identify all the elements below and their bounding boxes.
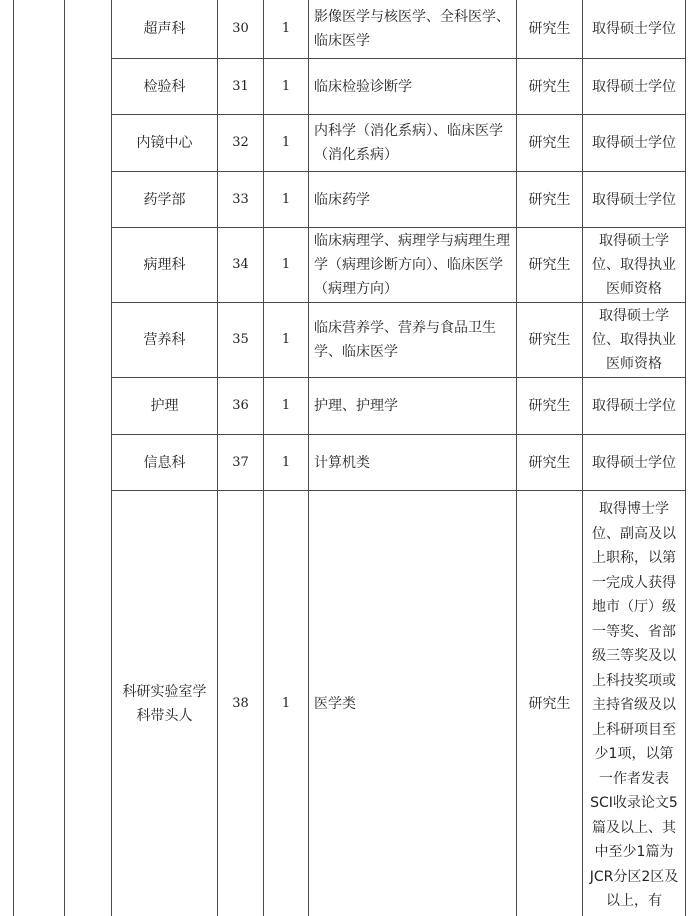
headcount-cell: 1	[281, 695, 291, 711]
grid-line	[13, 0, 14, 916]
grid-line	[64, 0, 65, 916]
headcount-cell: 1	[281, 135, 291, 150]
position-code-cell: 38	[232, 695, 249, 711]
headcount-cell: 1	[281, 332, 291, 347]
education-cell: 研究生	[528, 398, 571, 414]
major-cell: 临床营养学、营养与食品卫生学、临床医学	[314, 320, 496, 360]
requirement-cell: 取得硕士学位	[592, 398, 676, 414]
major-cell: 内科学（消化系病）、临床医学（消化系病）	[314, 123, 503, 163]
position-code-cell: 31	[232, 78, 249, 94]
education-cell: 研究生	[528, 135, 571, 151]
dept-cell: 药学部	[143, 191, 186, 208]
education-cell: 研究生	[528, 332, 571, 348]
headcount-cell: 1	[281, 398, 291, 413]
education-cell: 研究生	[528, 695, 571, 712]
dept-cell: 护理	[150, 398, 179, 414]
dept-cell: 超声科	[143, 21, 186, 37]
dept-cell: 科研实验室学科带头人	[122, 683, 207, 724]
requirement-cell: 取得硕士学位	[592, 78, 676, 95]
headcount-cell: 1	[281, 78, 291, 94]
major-cell: 计算机类	[314, 454, 370, 471]
dept-cell: 检验科	[143, 78, 186, 95]
position-code-cell: 35	[232, 332, 249, 347]
major-cell: 医学类	[314, 695, 356, 712]
position-code-cell: 36	[232, 398, 249, 413]
dept-cell: 营养科	[143, 332, 186, 348]
dept-cell: 病理科	[143, 257, 186, 273]
requirement-cell: 取得硕士学位	[592, 191, 676, 208]
position-code-cell: 34	[232, 257, 249, 272]
dept-cell: 信息科	[143, 454, 186, 471]
position-code-cell: 37	[232, 454, 249, 470]
position-code-cell: 33	[232, 191, 249, 207]
education-cell: 研究生	[528, 191, 571, 208]
major-cell: 影像医学与核医学、全科医学、临床医学	[314, 9, 510, 49]
requirement-cell: 取得博士学位、副高及以上职称，以第一完成人获得地市（厅）级一等奖、省部级三等奖及以上科技奖项或主持省级及以上科研项目至少1项，以第一作者发表SCI收录论文5篇及以上、其中至少1篇为JCR分区2区及以上，有	[589, 501, 679, 909]
headcount-cell: 1	[281, 454, 291, 470]
headcount-cell: 1	[281, 21, 291, 36]
headcount-cell: 1	[281, 191, 291, 207]
requirement-cell: 取得硕士学位	[592, 135, 676, 151]
education-cell: 研究生	[528, 21, 571, 37]
major-cell: 临床检验诊断学	[314, 78, 412, 95]
requirement-cell: 取得硕士学位	[592, 454, 676, 471]
requirement-cell: 取得硕士学位	[592, 21, 676, 37]
requirement-cell: 取得硕士学位、取得执业医师资格	[592, 308, 676, 372]
major-cell: 临床病理学、病理学与病理生理学（病理诊断方向）、临床医学（病理方向）	[314, 233, 510, 297]
headcount-cell: 1	[281, 257, 291, 272]
education-cell: 研究生	[528, 78, 571, 95]
grid-line	[685, 0, 686, 916]
education-cell: 研究生	[528, 257, 571, 273]
position-code-cell: 30	[232, 21, 249, 36]
education-cell: 研究生	[528, 454, 571, 471]
position-code-cell: 32	[232, 135, 249, 150]
major-cell: 临床药学	[314, 191, 370, 208]
requirement-cell: 取得硕士学位、取得执业医师资格	[592, 233, 676, 297]
dept-cell: 内镜中心	[136, 135, 193, 151]
major-cell: 护理、护理学	[314, 398, 398, 414]
